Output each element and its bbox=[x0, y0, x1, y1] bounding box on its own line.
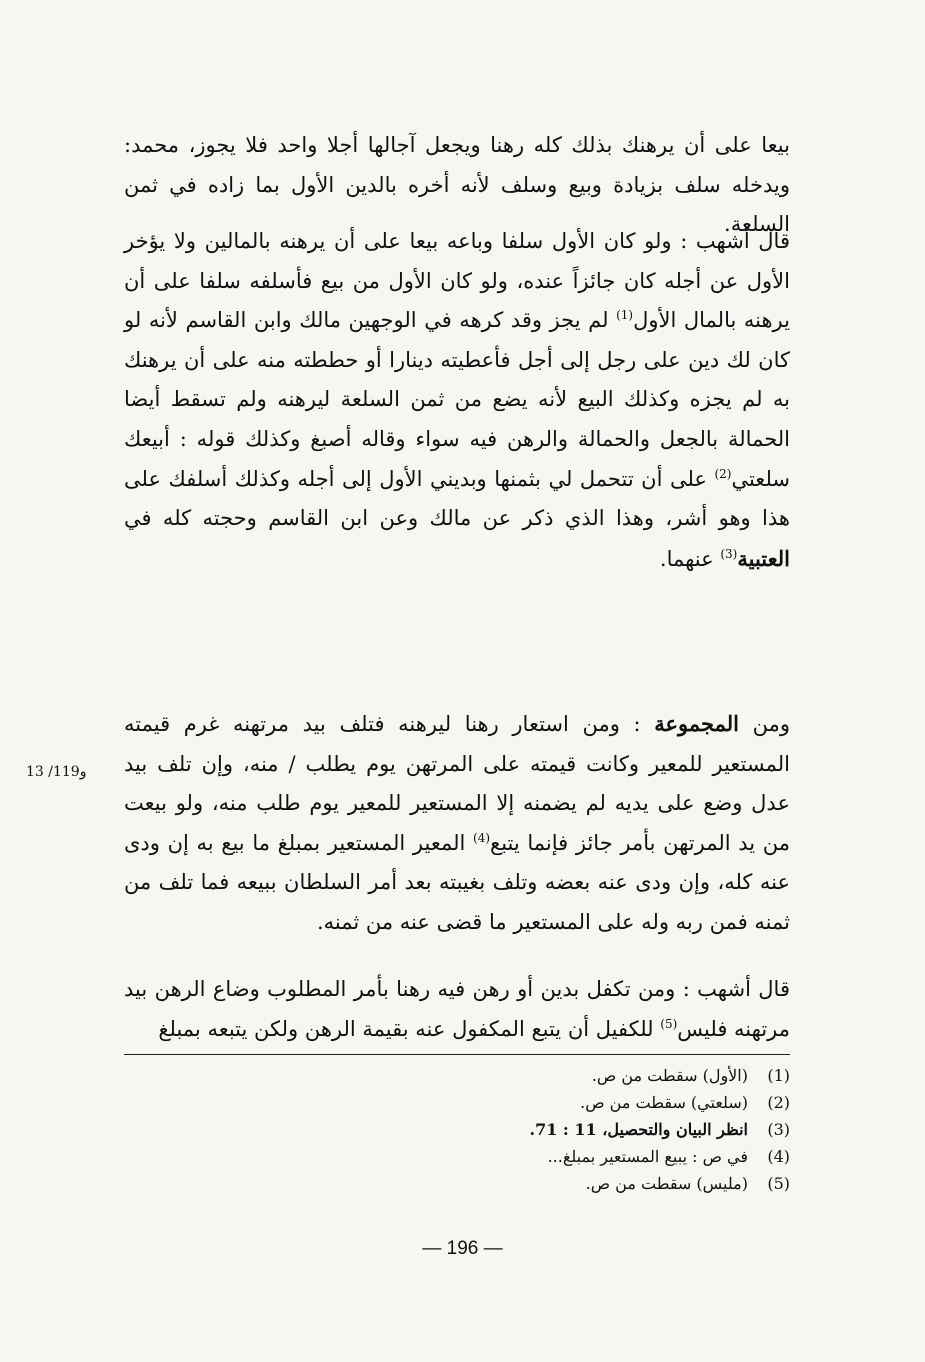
footnote-text: (الأول) سقطت من ص. bbox=[591, 1066, 748, 1085]
paragraph-4-text-a: قال أشهب : ومن تكفل بدين أو رهن فيه رهنا بأمر المطلوب وضاع الرهن بيد مرتهنه فليس bbox=[124, 977, 790, 1041]
paragraph-2 bbox=[124, 222, 790, 579]
paragraph-2-text-c: على أن تتحمل لي بثمنها وبديني الأول إلى أجله وكذلك أسلفك على هذا وهو أشر، وهذا الذي ذكر عن مالك وعن ابن القاسم وحجته كله في bbox=[124, 466, 790, 531]
paragraph-2-text-b: لم يجز وقد كرهه في الوجهين مالك وابن القاسم لأنه لو كان لك دين على رجل إلى أجل فأعطيته دينارا أو حططته منه على أن يرهنك به لم يجزه وكذلك البيع لأنه يضع من ثمن السلعة ليرهنه ولم تسقط أيضا الحمالة بالجعل والحمالة والرهن فيه سواء وقاله أصبغ وكذلك قوله : أبيعك سلعتي bbox=[124, 308, 790, 491]
footnote-1 bbox=[300, 1062, 790, 1089]
paragraph-3-text-b: المعير المستعير بمبلغ ما بيع به إن ودى عنه كله، وإن ودى عنه بعضه وتلف بغيبته بعد أمر السلطان ببيعه فما تلف من ثمنه فمن ربه وله على المستعير ما قضى عنه من ثمنه. bbox=[124, 830, 790, 934]
footnote-ref-2: (2) bbox=[714, 466, 732, 481]
footnote-text: في ص : يبيع المستعير بمبلغ... bbox=[547, 1147, 748, 1166]
footnote-ref-3: (3) bbox=[720, 546, 738, 561]
footnote-ref-5: (5) bbox=[660, 1016, 678, 1031]
book-title-utbiyya: العتبية bbox=[737, 545, 790, 571]
paragraph-4-text-b: للكفيل أن يتبع المكفول عنه بقيمة الرهن ولكن يتبعه بمبلغ bbox=[158, 1016, 661, 1041]
footnote-text: انظر البيان والتحصيل، 11 : 71. bbox=[529, 1120, 748, 1139]
footnotes bbox=[300, 1062, 790, 1197]
footnote-3 bbox=[300, 1116, 790, 1143]
footnote-text: (مليس) سقطت من ص. bbox=[585, 1174, 748, 1193]
footnote-ref-4: (4) bbox=[473, 830, 491, 845]
footnote-number: (2) bbox=[767, 1093, 790, 1112]
manuscript-folio-note: 13 /119و bbox=[26, 764, 87, 780]
page-number: — 196 — bbox=[422, 1238, 503, 1259]
footnote-text: (سلعتي) سقطت من ص. bbox=[580, 1093, 748, 1112]
footnote-number: (4) bbox=[767, 1147, 790, 1166]
source-title-majmua: المجموعة bbox=[654, 711, 739, 736]
footnote-2 bbox=[300, 1089, 790, 1116]
footnote-5 bbox=[300, 1170, 790, 1197]
footnote-number: (5) bbox=[767, 1174, 790, 1193]
paragraph-3 bbox=[124, 704, 790, 943]
footnote-number: (1) bbox=[767, 1066, 790, 1085]
paragraph-2-text-d: عنهما. bbox=[659, 546, 721, 571]
paragraph-4 bbox=[124, 970, 790, 1049]
paragraph-3-text-pre: ومن bbox=[738, 712, 790, 736]
footnote-ref-1: (1) bbox=[616, 308, 634, 323]
paragraph-1: بيعا على أن يرهنك بذلك كله رهنا ويجعل آجالها أجلا واحد فلا يجوز، محمد: ويدخله سلف بزيادة وبيع وسلف لأنه أخره بالدين الأول بما زاده في ثمن السلعة. bbox=[124, 133, 790, 237]
footnote-4 bbox=[300, 1143, 790, 1170]
paragraph-2-text-a: قال أشهب : ولو كان الأول سلفا وباعه بيعا على أن يرهنه بالمالين ولا يؤخر الأول عن أجله كان جائزاً عنده، ولو كان الأول من بيع فأسلفه سلفا على أن يرهنه بالمال الأول bbox=[124, 229, 790, 333]
footnote-divider bbox=[124, 1054, 790, 1055]
footnote-number: (3) bbox=[767, 1120, 790, 1139]
paragraph-3-text-a: : ومن استعار رهنا ليرهنه فتلف بيد مرتهنه غرم قيمته المستعير للمعير وكانت قيمته على المرتهن يوم يطلب / منه، وإن تلف بيد عدل وضع على يديه لم يضمنه إلا المستعير للمعير يوم طلب منه، ولو بيعت من يد المرتهن بأمر جائز فإنما يتبع bbox=[124, 712, 791, 855]
